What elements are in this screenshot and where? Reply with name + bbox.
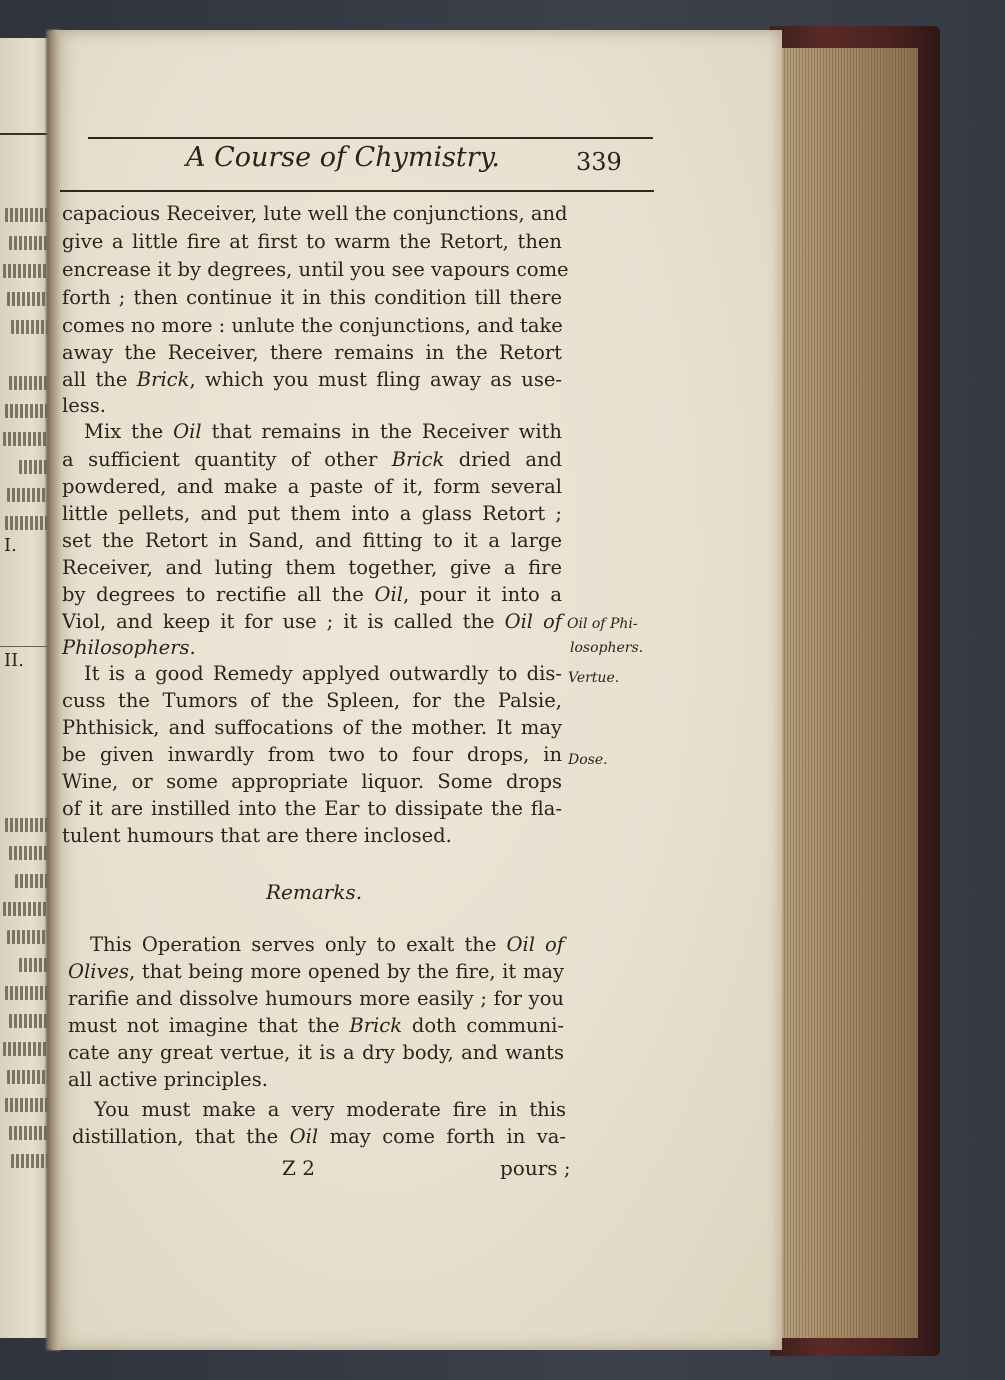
body-line: comes no more : unlute the conjunctions, and take — [62, 314, 563, 337]
margin-note-vertue: Vertue. — [568, 670, 620, 686]
body-line: Mix the Oil that remains in the Receiver with — [84, 420, 562, 443]
body-line: Receiver, and luting them together, give a fire — [62, 556, 562, 579]
left-text-fragment — [7, 488, 49, 502]
running-title: A Course of Chymistry. — [186, 142, 500, 173]
left-fragment-numeral-2: II. — [4, 650, 24, 671]
body-line: capacious Receiver, lute well the conjunctions, and — [62, 202, 568, 225]
section-heading-remarks: Remarks. — [266, 880, 363, 904]
left-text-fragment — [5, 404, 49, 418]
body-line: less. — [62, 394, 106, 417]
header-bottom-rule — [60, 190, 654, 192]
page-gutter-shadow — [46, 30, 60, 1350]
body-line: all the Brick, which you must fling away as use- — [62, 368, 562, 391]
body-line: cuss the Tumors of the Spleen, for the Palsie, — [62, 689, 562, 712]
body-line: powdered, and make a paste of it, form several — [62, 475, 562, 498]
left-text-fragment — [3, 902, 49, 916]
left-text-fragment — [9, 1014, 49, 1028]
left-text-fragment — [5, 1098, 49, 1112]
body-line: give a little fire at first to warm the Retort, then — [62, 230, 562, 253]
left-text-fragment — [3, 432, 49, 446]
left-text-fragment — [9, 236, 49, 250]
left-text-fragment — [7, 1070, 49, 1084]
remarks-line: distillation, that the Oil may come forth in va- — [72, 1125, 566, 1148]
left-text-fragment — [7, 292, 49, 306]
body-line: set the Retort in Sand, and fitting to it a large — [62, 529, 562, 552]
margin-note-dose: Dose. — [568, 752, 608, 768]
left-text-fragment — [5, 516, 49, 530]
body-line: Philosophers. — [62, 636, 196, 659]
body-line: Wine, or some appropriate liquor. Some drops — [62, 770, 562, 793]
body-line: encrease it by degrees, until you see vapours come — [62, 258, 569, 281]
left-text-fragment — [5, 208, 49, 222]
left-page-rule — [0, 133, 52, 135]
body-line: be given inwardly from two to four drops, in — [62, 743, 562, 766]
left-text-fragment — [15, 874, 49, 888]
remarks-line: You must make a very moderate fire in this — [94, 1098, 566, 1121]
left-text-fragment — [5, 986, 49, 1000]
remarks-line: cate any great vertue, it is a dry body, and wants — [68, 1041, 564, 1064]
body-line: by degrees to rectifie all the Oil, pour it into a — [62, 583, 562, 606]
left-page-fragment — [0, 38, 52, 1338]
remarks-line: must not imagine that the Brick doth communi- — [68, 1014, 564, 1037]
remarks-line: This Operation serves only to exalt the Oil of — [90, 933, 564, 956]
body-line: away the Receiver, there remains in the Retort — [62, 341, 562, 364]
margin-note-oil-of-philosophers-cont: losophers. — [570, 640, 644, 656]
left-text-fragment — [3, 264, 49, 278]
left-text-fragment — [9, 1126, 49, 1140]
left-text-fragment — [3, 1042, 49, 1056]
left-text-fragment — [19, 460, 49, 474]
page-number: 339 — [576, 148, 622, 176]
remarks-line: Olives, that being more opened by the fire, it may — [68, 960, 564, 983]
page-fore-edge — [778, 48, 918, 1338]
left-text-fragment — [9, 376, 49, 390]
left-text-fragment — [11, 320, 49, 334]
left-page-rule-lower — [0, 646, 52, 647]
left-text-fragment — [9, 846, 49, 860]
signature-mark: Z 2 — [282, 1156, 315, 1180]
left-text-fragment — [11, 1154, 49, 1168]
header-top-rule — [88, 137, 653, 139]
remarks-line: all active principles. — [68, 1068, 268, 1091]
left-fragment-numeral-1: I. — [4, 535, 17, 556]
left-text-fragment — [7, 930, 49, 944]
body-line: Viol, and keep it for use ; it is called the Oil of — [62, 610, 562, 633]
body-line: little pellets, and put them into a glass Retort ; — [62, 502, 562, 525]
left-text-fragment — [19, 958, 49, 972]
margin-note-oil-of-philosophers: Oil of Phi- — [567, 616, 638, 632]
body-line: of it are instilled into the Ear to dissipate the fla- — [62, 797, 562, 820]
catchword: pours ; — [500, 1156, 571, 1180]
body-line: tulent humours that are there inclosed. — [62, 824, 452, 847]
left-text-fragment — [5, 818, 49, 832]
body-line: a sufficient quantity of other Brick dried and — [62, 448, 562, 471]
remarks-line: rarifie and dissolve humours more easily ; for you — [68, 987, 564, 1010]
body-line: forth ; then continue it in this condition till there — [62, 286, 562, 309]
body-line: Phthisick, and suffocations of the mother. It may — [62, 716, 562, 739]
body-line: It is a good Remedy applyed outwardly to dis- — [84, 662, 562, 685]
